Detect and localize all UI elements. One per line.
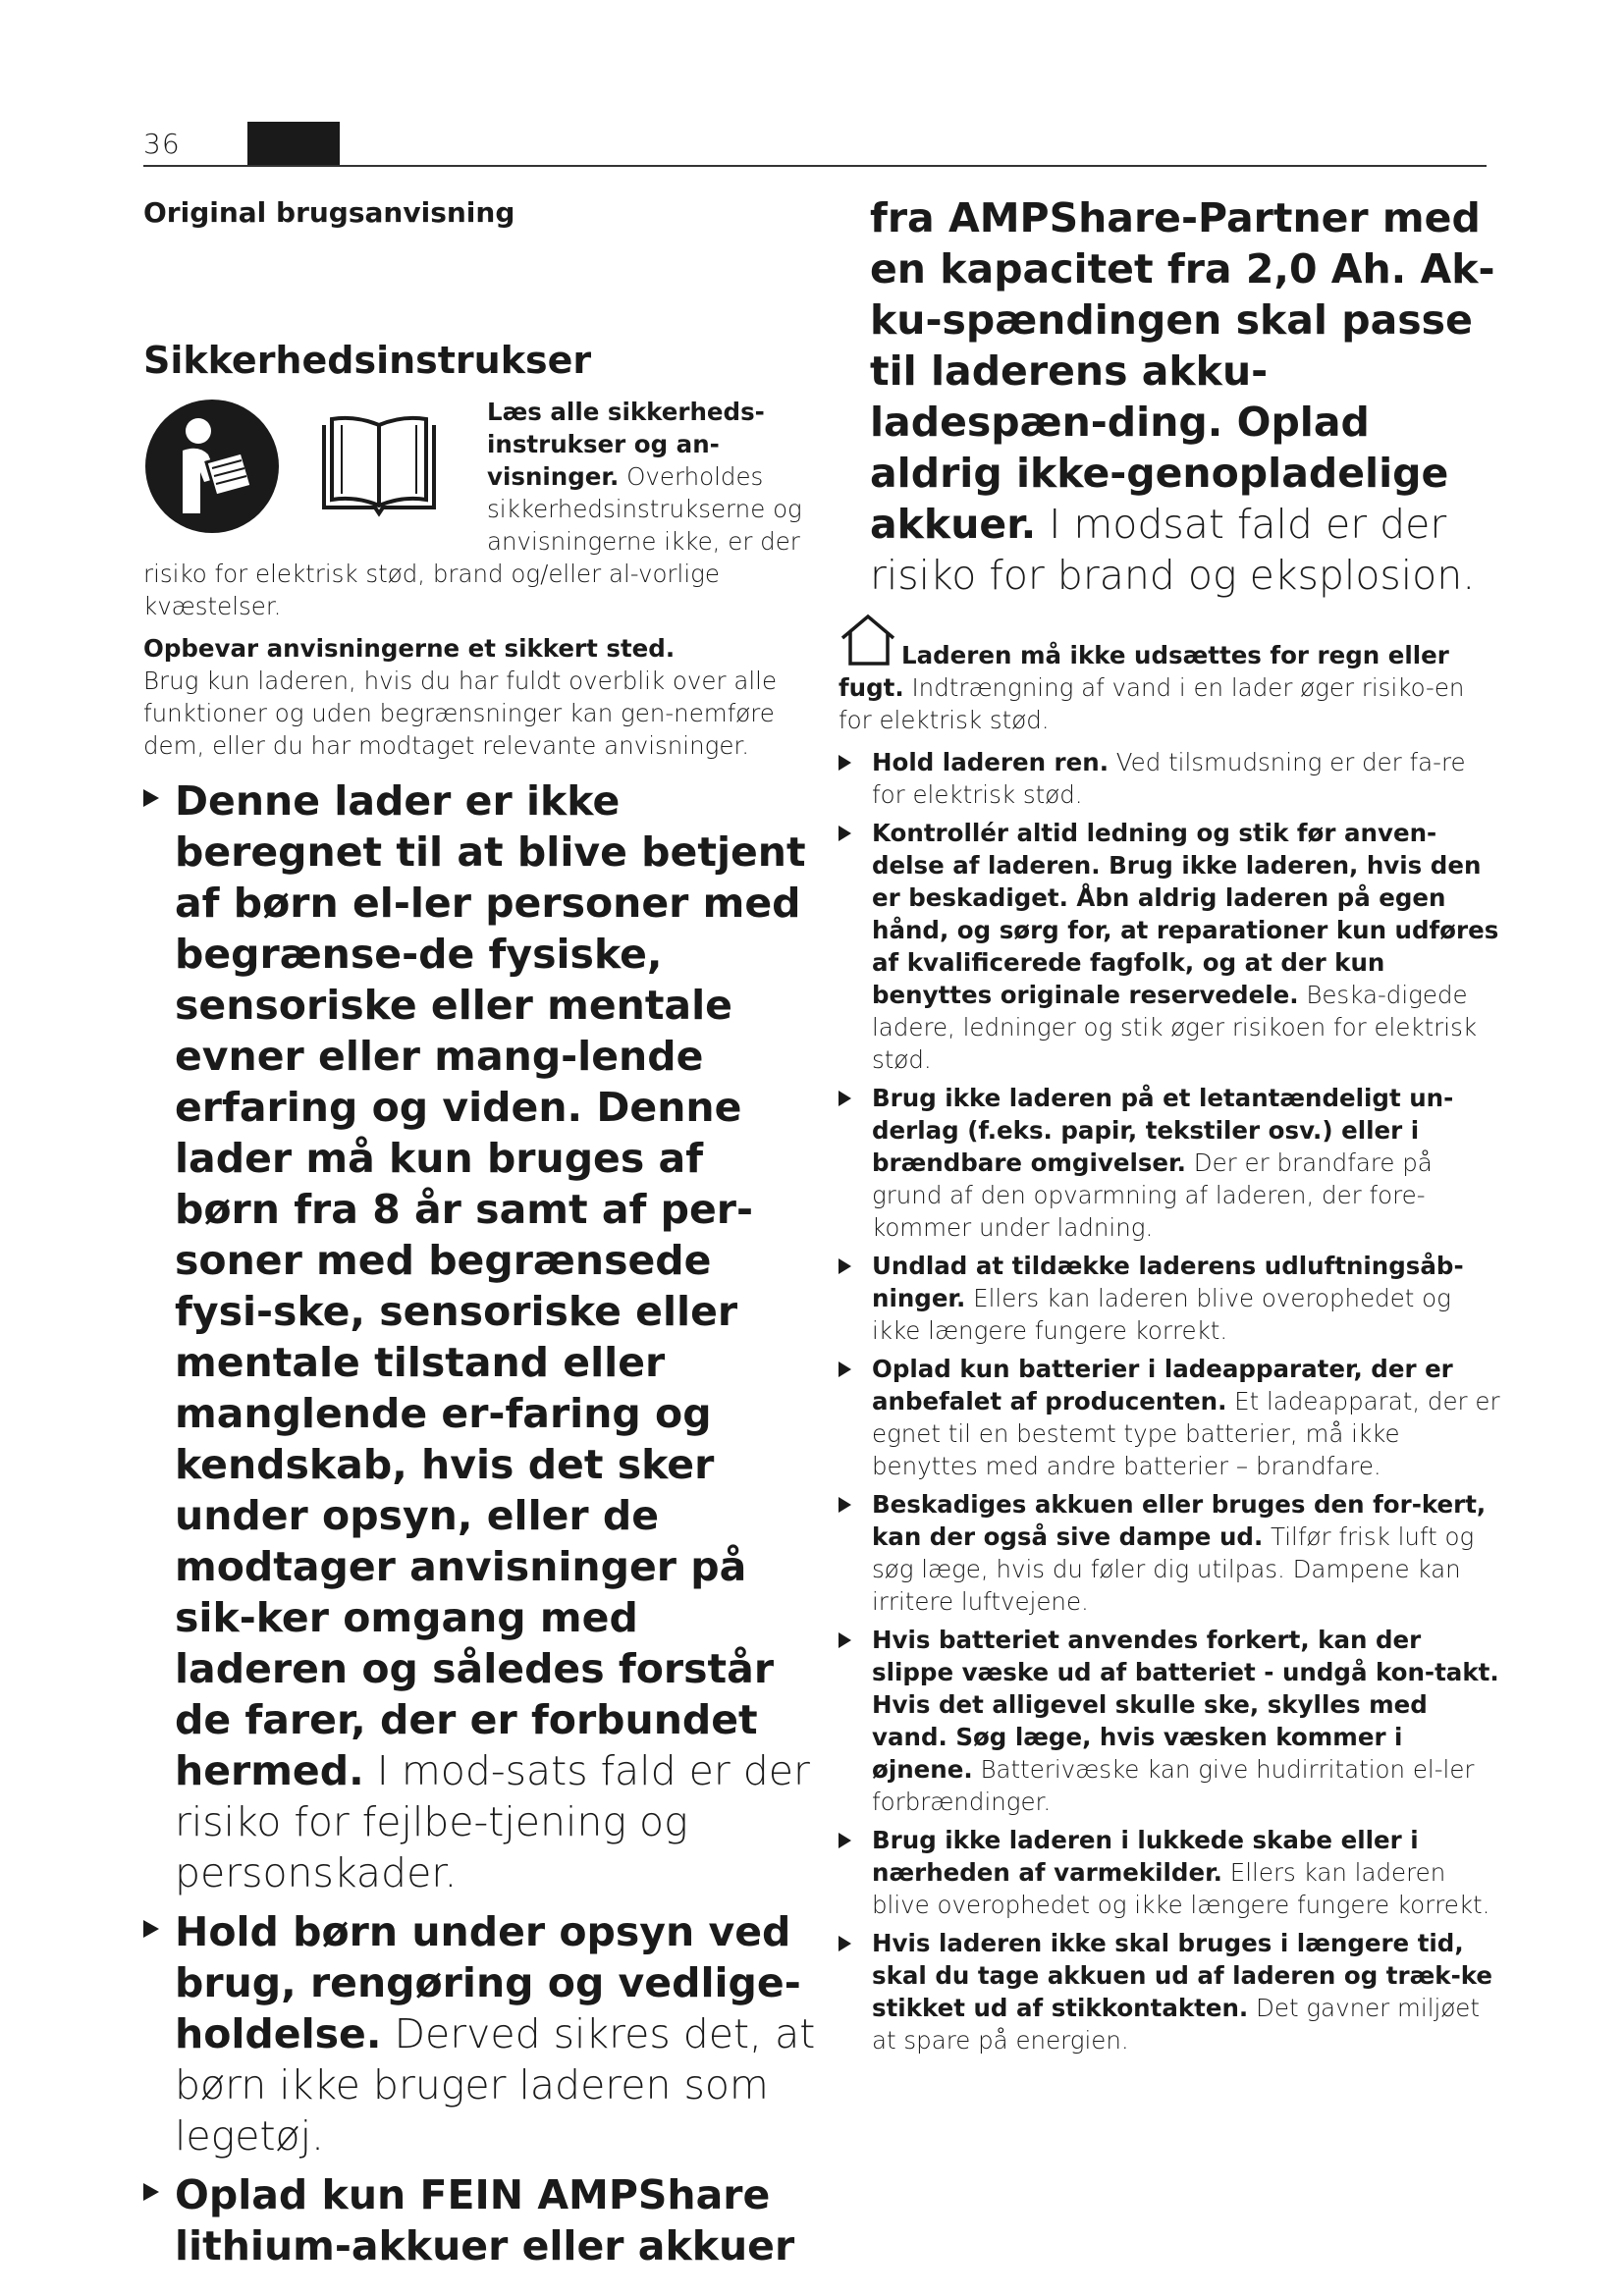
bullet-text: Ellers kan laderen blive overophedet og ikke længere fungere korrekt. <box>872 1858 1490 1919</box>
bullet-arrow-icon <box>839 826 851 841</box>
bullet-bold: Hvis laderen ikke skal bruges i længere tid, skal du tage akkuen ud af laderen og træk-ke stikket ud af stikkontakten. <box>872 1929 1492 2022</box>
intro-bold: Læs alle sikkerheds-instrukser og an-visninger. <box>487 398 765 491</box>
header-tab-marker <box>247 122 340 167</box>
bullet-text: Der er brandfare på grund af den opvarmning af laderen, der fore-kommer under ladning. <box>872 1148 1433 1242</box>
bullet-ampshare <box>143 2169 821 2271</box>
bullet-arrow-icon <box>839 1362 851 1377</box>
bullet-children-text: I mod-sats fald er der risiko for fejlbe-tjening og personskader. <box>175 1747 810 1896</box>
safety-icons <box>143 396 483 539</box>
bullet-arrow-icon <box>839 1091 851 1106</box>
intro-block <box>143 396 821 622</box>
bullet-text: Batterivæske kan give hudirritation el-ler forbrændinger. <box>872 1755 1475 1816</box>
read-manual-icon <box>143 398 281 535</box>
bullet-flammable <box>839 1082 1502 1244</box>
bullet-vents <box>839 1250 1502 1347</box>
bullet-arrow-icon <box>839 1833 851 1848</box>
bullet-arrow-icon <box>143 789 159 807</box>
keep-text: Brug kun laderen, hvis du har fuldt overblik over alle funktioner og uden begrænsninger kan gen-nemføre dem, eller du har modtaget relevante anvisninger. <box>143 667 778 760</box>
bullet-bold: Oplad kun batterier i ladeapparater, der er anbefalet af producenten. <box>872 1355 1453 1415</box>
page-number: 36 <box>143 128 181 160</box>
bullet-text: Et ladeapparat, der er egnet til en bestemt type batterier, må ikke benyttes med andre batterier – brandfare. <box>872 1387 1500 1480</box>
bullet-text: Det gavner miljøet at spare på energien. <box>872 1994 1480 2055</box>
bullet-supervise-text: Derved sikres det, at børn ikke bruger laderen som legetøj. <box>175 2010 816 2160</box>
bullet-arrow-icon <box>839 1632 851 1648</box>
keep-bold: Opbevar anvisningerne et sikkert sted. <box>143 634 676 663</box>
bullet-text: Beska-digede ladere, ledninger og stik øger risikoen for elektrisk stød. <box>872 981 1478 1074</box>
rain-warning <box>839 613 1502 736</box>
open-book-icon <box>320 415 438 517</box>
ampshare-continuation <box>870 192 1502 601</box>
bullet-bold: Undlad at tildække laderens udluftningsåb-ninger. <box>872 1252 1464 1312</box>
bullet-supervise <box>143 1906 821 2162</box>
left-column <box>143 196 821 2279</box>
bullet-arrow-icon <box>143 1920 159 1938</box>
bullet-unplug <box>839 1927 1502 2056</box>
keep-instructions-paragraph <box>143 632 821 762</box>
indoor-use-house-icon <box>839 613 899 667</box>
bullet-arrow-icon <box>143 2183 159 2201</box>
continuation-bold: fra AMPShare-Partner med en kapacitet fra 2,0 Ah. Ak-ku-spændingen skal passe til laderens akku-ladespæn-ding. Oplad aldrig ikke-genopladelige akkuer. <box>870 194 1495 548</box>
bullet-bold: Brug ikke laderen i lukkede skabe eller i nærheden af varmekilder. <box>872 1826 1419 1887</box>
bullet-bold: Beskadiges akkuen eller bruges den for-kert, kan der også sive dampe ud. <box>872 1490 1487 1551</box>
bullet-bold: Kontrollér altid ledning og stik før anven-delse af laderen. Brug ikke laderen, hvis den er beskadiget. Åbn aldrig laderen på egen hånd, og sørg for, at reparationer kun udføres af kvalificerede fagfolk, og at der kun benyttes originale reservedele. <box>872 819 1499 1009</box>
rain-text: Indtrængning af vand i en lader øger risiko-en for elektrisk stød. <box>839 673 1465 734</box>
bullet-children-bold: Denne lader er ikke beregnet til at blive betjent af børn el-ler personer med begrænse-de fysiske, sensoriske eller mentale evner eller mang-lende erfaring og viden. Denne lader må kun bruges af børn fra 8 år samt af per-soner med begrænsede fysi-ske, sensoriske eller mentale tilstand eller manglende er-faring og kendskab, hvis det sker under opsyn, eller de modtager anvisninger på sik-ker omgang med laderen og således forstår de farer, der er forbundet hermed. <box>175 777 806 1794</box>
bullet-closed-cabinets <box>839 1824 1502 1921</box>
bullet-vapours <box>839 1488 1502 1618</box>
rain-bold: Laderen må ikke udsættes for regn eller fugt. <box>839 641 1449 702</box>
bullet-supervise-bold: Hold børn under opsyn ved brug, rengøring og vedlige-holdelse. <box>175 1908 801 2057</box>
bullet-recommended-charger <box>839 1353 1502 1482</box>
continuation-text: I modsat fald er der risiko for brand og eksplosion. <box>870 501 1476 599</box>
bullet-arrow-icon <box>839 1936 851 1951</box>
bullet-bold: Hold laderen ren. <box>872 748 1110 776</box>
bullet-check-cord <box>839 817 1502 1076</box>
bullet-arrow-icon <box>839 1497 851 1513</box>
intro-text: Overholdes sikkerhedsinstrukserne og anvisningerne ikke, er der risiko for elektrisk stød, brand og/eller al-vorlige kvæstelser. <box>143 462 802 620</box>
bullet-arrow-icon <box>839 1258 851 1274</box>
bullet-text: Ellers kan laderen blive overophedet og ikke længere fungere korrekt. <box>872 1284 1451 1345</box>
bullet-battery-liquid <box>839 1624 1502 1818</box>
bullet-bold: Hvis batteriet anvendes forkert, kan der slippe væske ud af batteriet - undgå kon-takt. Hvis det alligevel skulle ske, skylles med vand. Søg læge, hvis væsken kommer i øjnene. <box>872 1626 1499 1784</box>
bullet-text: Tilfør frisk luft og søg læge, hvis du føler dig utilpas. Dampene kan irritere luftvejene. <box>872 1522 1475 1616</box>
bullet-children <box>143 775 821 1898</box>
right-column <box>839 192 1502 2060</box>
bullet-text: Ved tilsmudsning er der fa-re for elektrisk stød. <box>872 748 1466 809</box>
document-subtitle: Original brugsanvisning <box>143 196 515 229</box>
header-rule <box>143 165 1487 167</box>
bullet-clean <box>839 746 1502 811</box>
bullet-arrow-icon <box>839 755 851 771</box>
section-title: Sikkerhedsinstrukser <box>143 339 592 382</box>
bullet-ampshare-bold: Oplad kun FEIN AMPShare lithium-akkuer eller akkuer <box>175 2171 795 2269</box>
bullet-bold: Brug ikke laderen på et letantændeligt un-derlag (f.eks. papir, tekstiler osv.) eller i brændbare omgivelser. <box>872 1084 1454 1177</box>
